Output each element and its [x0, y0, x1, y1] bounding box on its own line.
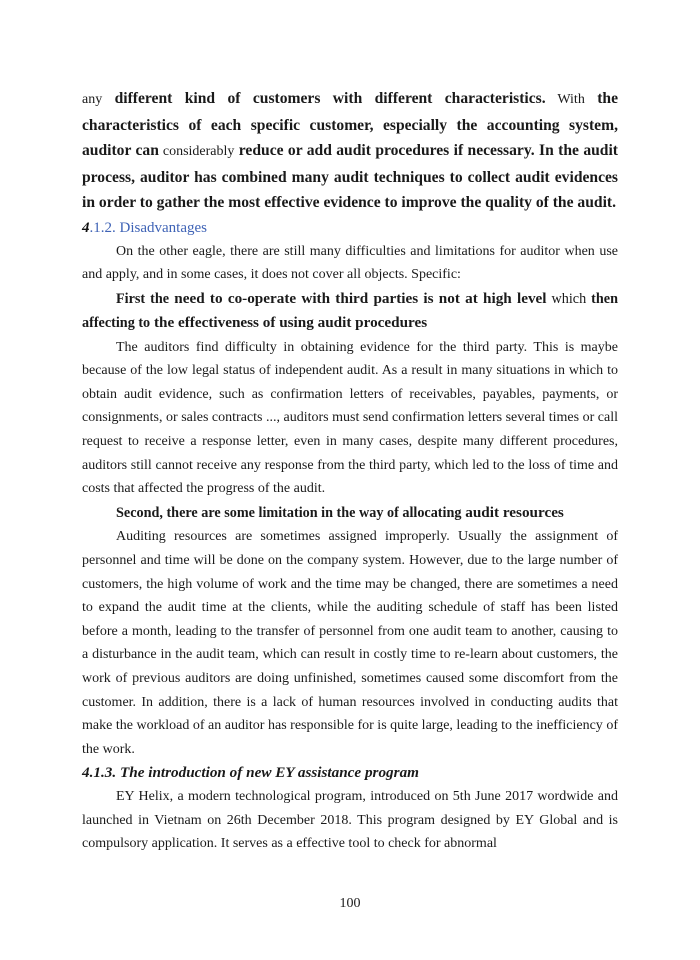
disadvantages-heading — [82, 216, 618, 240]
intro-text-6: reduce or add audit procedures if necessary. In the audit process, auditor has combined many audit techniques to collect audit evidences in order to gather the most effective evidence to improve the quality of the audit. — [82, 142, 618, 211]
ey-section-paragraph: EY Helix, a modern technological program, introduced on 5th June 2017 wordwide and launched in Vietnam on 26th December 2018. This program designed by EY Global and is compulsory application. It serves as a effective tool to check for abnormal — [82, 789, 618, 852]
point-one-a: First the — [116, 290, 170, 307]
point-one-d: then affecting to — [82, 290, 618, 332]
intro-text-2: different kind of customers with different characteristics. — [102, 90, 546, 107]
point-two-heading — [82, 501, 618, 526]
point-two-b: audit resources — [461, 503, 564, 521]
disadvantages-heading-lead: 4 — [82, 219, 90, 236]
page-number: 100 — [339, 896, 361, 911]
disadvantages-intro-paragraph: On the other eagle, there are still many difficulties and limitations for auditor when use and apply, and in some cases, it does not cover all objects. Specific: — [82, 243, 618, 283]
point-two-paragraph: Auditing resources are sometimes assigned improperly. Usually the assignment of personnel and time will be done on the company system. However, due to the large number of customers, the high volume of work and the time may be changed, there are sometimes a need to expand the audit time at the clients, while the auditing schedule of staff has been listed before a month, leading to the transfer of personnel from one audit team to another, causing to a disturbance in the audit team, which can result in costly time to re-learn about customers, the work of previous auditors are doing unfinished, sometimes caused some discomfort from the customer. In addition, there is a lack of human resources involved in conducting audits that make the workload of an auditor has responsible for is quite large, leading to the inefficiency of the work. — [82, 529, 618, 757]
point-one-heading — [82, 287, 618, 336]
point-two-a: Second, there are some limitation in the way of allocating — [116, 504, 462, 521]
point-one-paragraph: The auditors find difficulty in obtaining evidence for the third party. This is maybe because of the low legal status of independent audit. As a result in many situations in which to obtain audit evidence, such as confirmation letters of receivables, payables, payments, or consignments, or sales contracts ..., auditors must send confirmation letters several times or call request to receive a response letter, even in many cases, despite many different procedures, auditors still cannot receive any response from the third party, which led to the loss of time and costs that affected the progress of the audit. — [82, 339, 618, 497]
point-one-c: which — [546, 290, 587, 307]
intro-paragraph — [82, 86, 618, 216]
point-one-e: the effectiveness of using audit procedures — [150, 314, 428, 332]
intro-text-4: the characteristics of each specific customer, especially the accounting system, auditor can — [82, 90, 619, 159]
point-one-b: need to co-operate with third parties is not at high level — [169, 289, 547, 307]
intro-text-3: With — [545, 92, 585, 107]
ey-section-heading: 4.1.3. The introduction of new EY assistance program — [82, 764, 419, 782]
intro-text-1: any — [82, 92, 103, 107]
intro-text-5: considerably — [158, 144, 235, 159]
disadvantages-heading-rest: .1.2. Disadvantages — [89, 219, 207, 236]
document-page — [82, 86, 618, 856]
